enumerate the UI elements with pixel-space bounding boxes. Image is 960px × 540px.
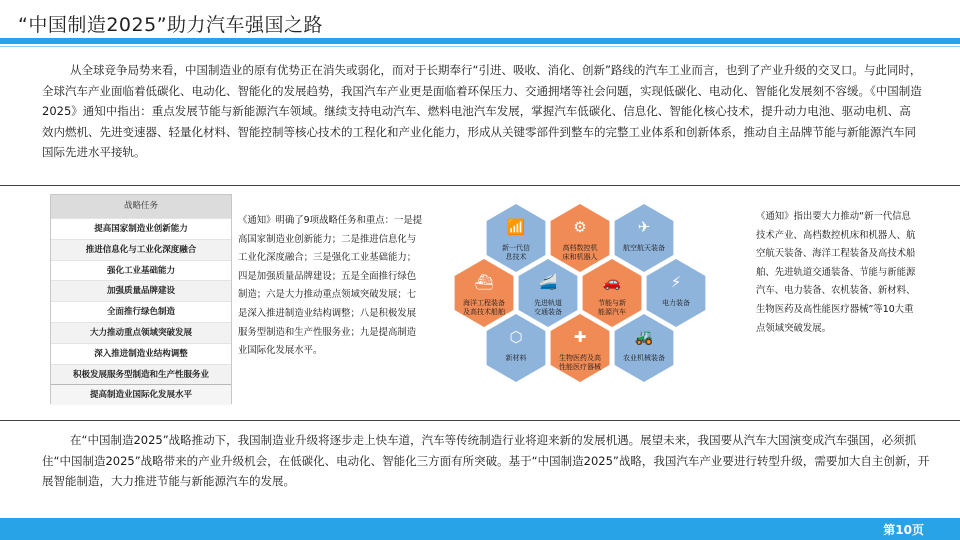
hex-tile-label: 农业机械装备	[623, 354, 665, 362]
table-row: 推进信息化与工业化深度融合	[51, 239, 231, 260]
hex-grid-svg	[438, 196, 748, 412]
title-underline-thin	[0, 46, 960, 47]
table-row: 提高制造业国际化发展水平	[51, 384, 231, 405]
closing-paragraph: 在“中国制造2025”战略推动下，我国制造业升级将逐步走上快车道，汽车等传统制造行业将迎来新的发展机遇。展望未来，我国要从汽车大国演变成汽车强国，必须抓住“中国制造2025”战略带来的产业升级机会，在低碳化、电动化、智能化三方面有所突破。基于“中国制造2025”战略，我国汽车产业要进行转型升级，需要加大自主创新，开展智能制造，大力推进节能与新能源汽车的发展。	[42, 433, 930, 488]
medical-kit-icon: ✚	[573, 328, 587, 346]
machine-tool-icon: ⚙	[573, 218, 587, 236]
section-divider-bottom	[0, 420, 960, 421]
hex-tile-label: 生物医药及高性能医疗器械	[559, 354, 601, 371]
wifi-signal-icon: 📶	[506, 218, 526, 236]
footer-bar	[0, 518, 960, 540]
key-fields-hex-diagram	[438, 196, 748, 412]
table-row: 积极发展服务型制造和生产性服务业	[51, 364, 231, 385]
section-divider-top	[0, 185, 960, 186]
hex-tile-label: 航空航天装备	[623, 244, 665, 252]
airplane-icon: ✈	[637, 218, 651, 236]
hex-tile-label: 高档数控机床和机器人	[562, 244, 598, 261]
ship-icon: ⛴	[474, 273, 494, 291]
hex-tile-label: 新材料	[505, 354, 527, 362]
train-icon: 🚄	[538, 273, 558, 291]
notice-right-text: 《通知》指出要大力推动“新一代信息技术产业、高档数控机床和机器人、航空航天装备、海洋工程装备及高技术船舶、先进轨道交通装备、节能与新能源汽车、电力装备、农机装备、新材料、生物医药及高性能医疗器械”等10大重点领域突破发展。	[756, 211, 916, 334]
intro-paragraph: 从全球竞争局势来看，中国制造业的原有优势正在消失或弱化，而对于长期奉行“引进、吸收、消化、创新”路线的汽车工业而言，也到了产业升级的交叉口。与此同时，全球汽车产业面临着低碳化、电动化、智能化的发展趋势，我国汽车产业更是面临着环保压力、交通拥堵等社会问题，实现低碳化、电动化、智能化发展刻不容缓。《中国制造2025》通知中指出：重点发展节能与新能源汽车领域。继续支持电动汽车、燃料电池汽车发展，掌握汽车低碳化、信息化、智能化核心技术，提升动力电池、驱动电机、高效内燃机、先进变速器、轻量化材料、智能控制等核心技术的工程化和产业化能力，形成从关键零部件到整车的完整工业体系和创新体系，推动自主品牌节能与新能源汽车同国际先进水平接轨。	[42, 63, 922, 159]
hex-tile-label: 电力装备	[662, 299, 690, 307]
car-icon: 🚗	[602, 273, 622, 291]
table-row: 加强质量品牌建设	[51, 280, 231, 301]
table-row: 强化工业基础能力	[51, 260, 231, 281]
power-tower-icon: ⚡	[670, 273, 682, 291]
page-number: 第10页	[883, 523, 924, 537]
title-underline-bar	[0, 38, 960, 44]
table-row: 提高国家制造业创新能力	[51, 218, 231, 239]
page-title: “中国制造2025”助力汽车强国之路	[18, 14, 324, 36]
hex-tile-label: 新一代信息技术	[502, 244, 530, 261]
strategic-tasks-table	[50, 194, 232, 404]
material-icon: ⬡	[509, 328, 523, 346]
table-row: 大力推动重点领域突破发展	[51, 322, 231, 343]
hex-tile-label: 先进轨道交通装备	[534, 299, 562, 316]
table-header: 战略任务	[51, 195, 231, 218]
hex-tile-label: 节能与新能源汽车	[598, 299, 626, 316]
table-row: 全面推行绿色制造	[51, 301, 231, 322]
table-row: 深入推进制造业结构调整	[51, 343, 231, 364]
hex-tile-label: 海洋工程装备及高技术船舶	[463, 299, 505, 316]
notice-left-text: 《通知》明确了9项战略任务和重点：一是提高国家制造业创新能力；二是推进信息化与工业化深度融合；三是强化工业基础能力；四是加强质量品牌建设；五是全面推行绿色制造；六是大力推动重点领域突破发展；七是深入推进制造业结构调整；八是积极发展服务型制造和生产性服务业；九是提高制造业国际化发展水平。	[238, 215, 423, 357]
tractor-icon: 🚜	[634, 328, 654, 346]
